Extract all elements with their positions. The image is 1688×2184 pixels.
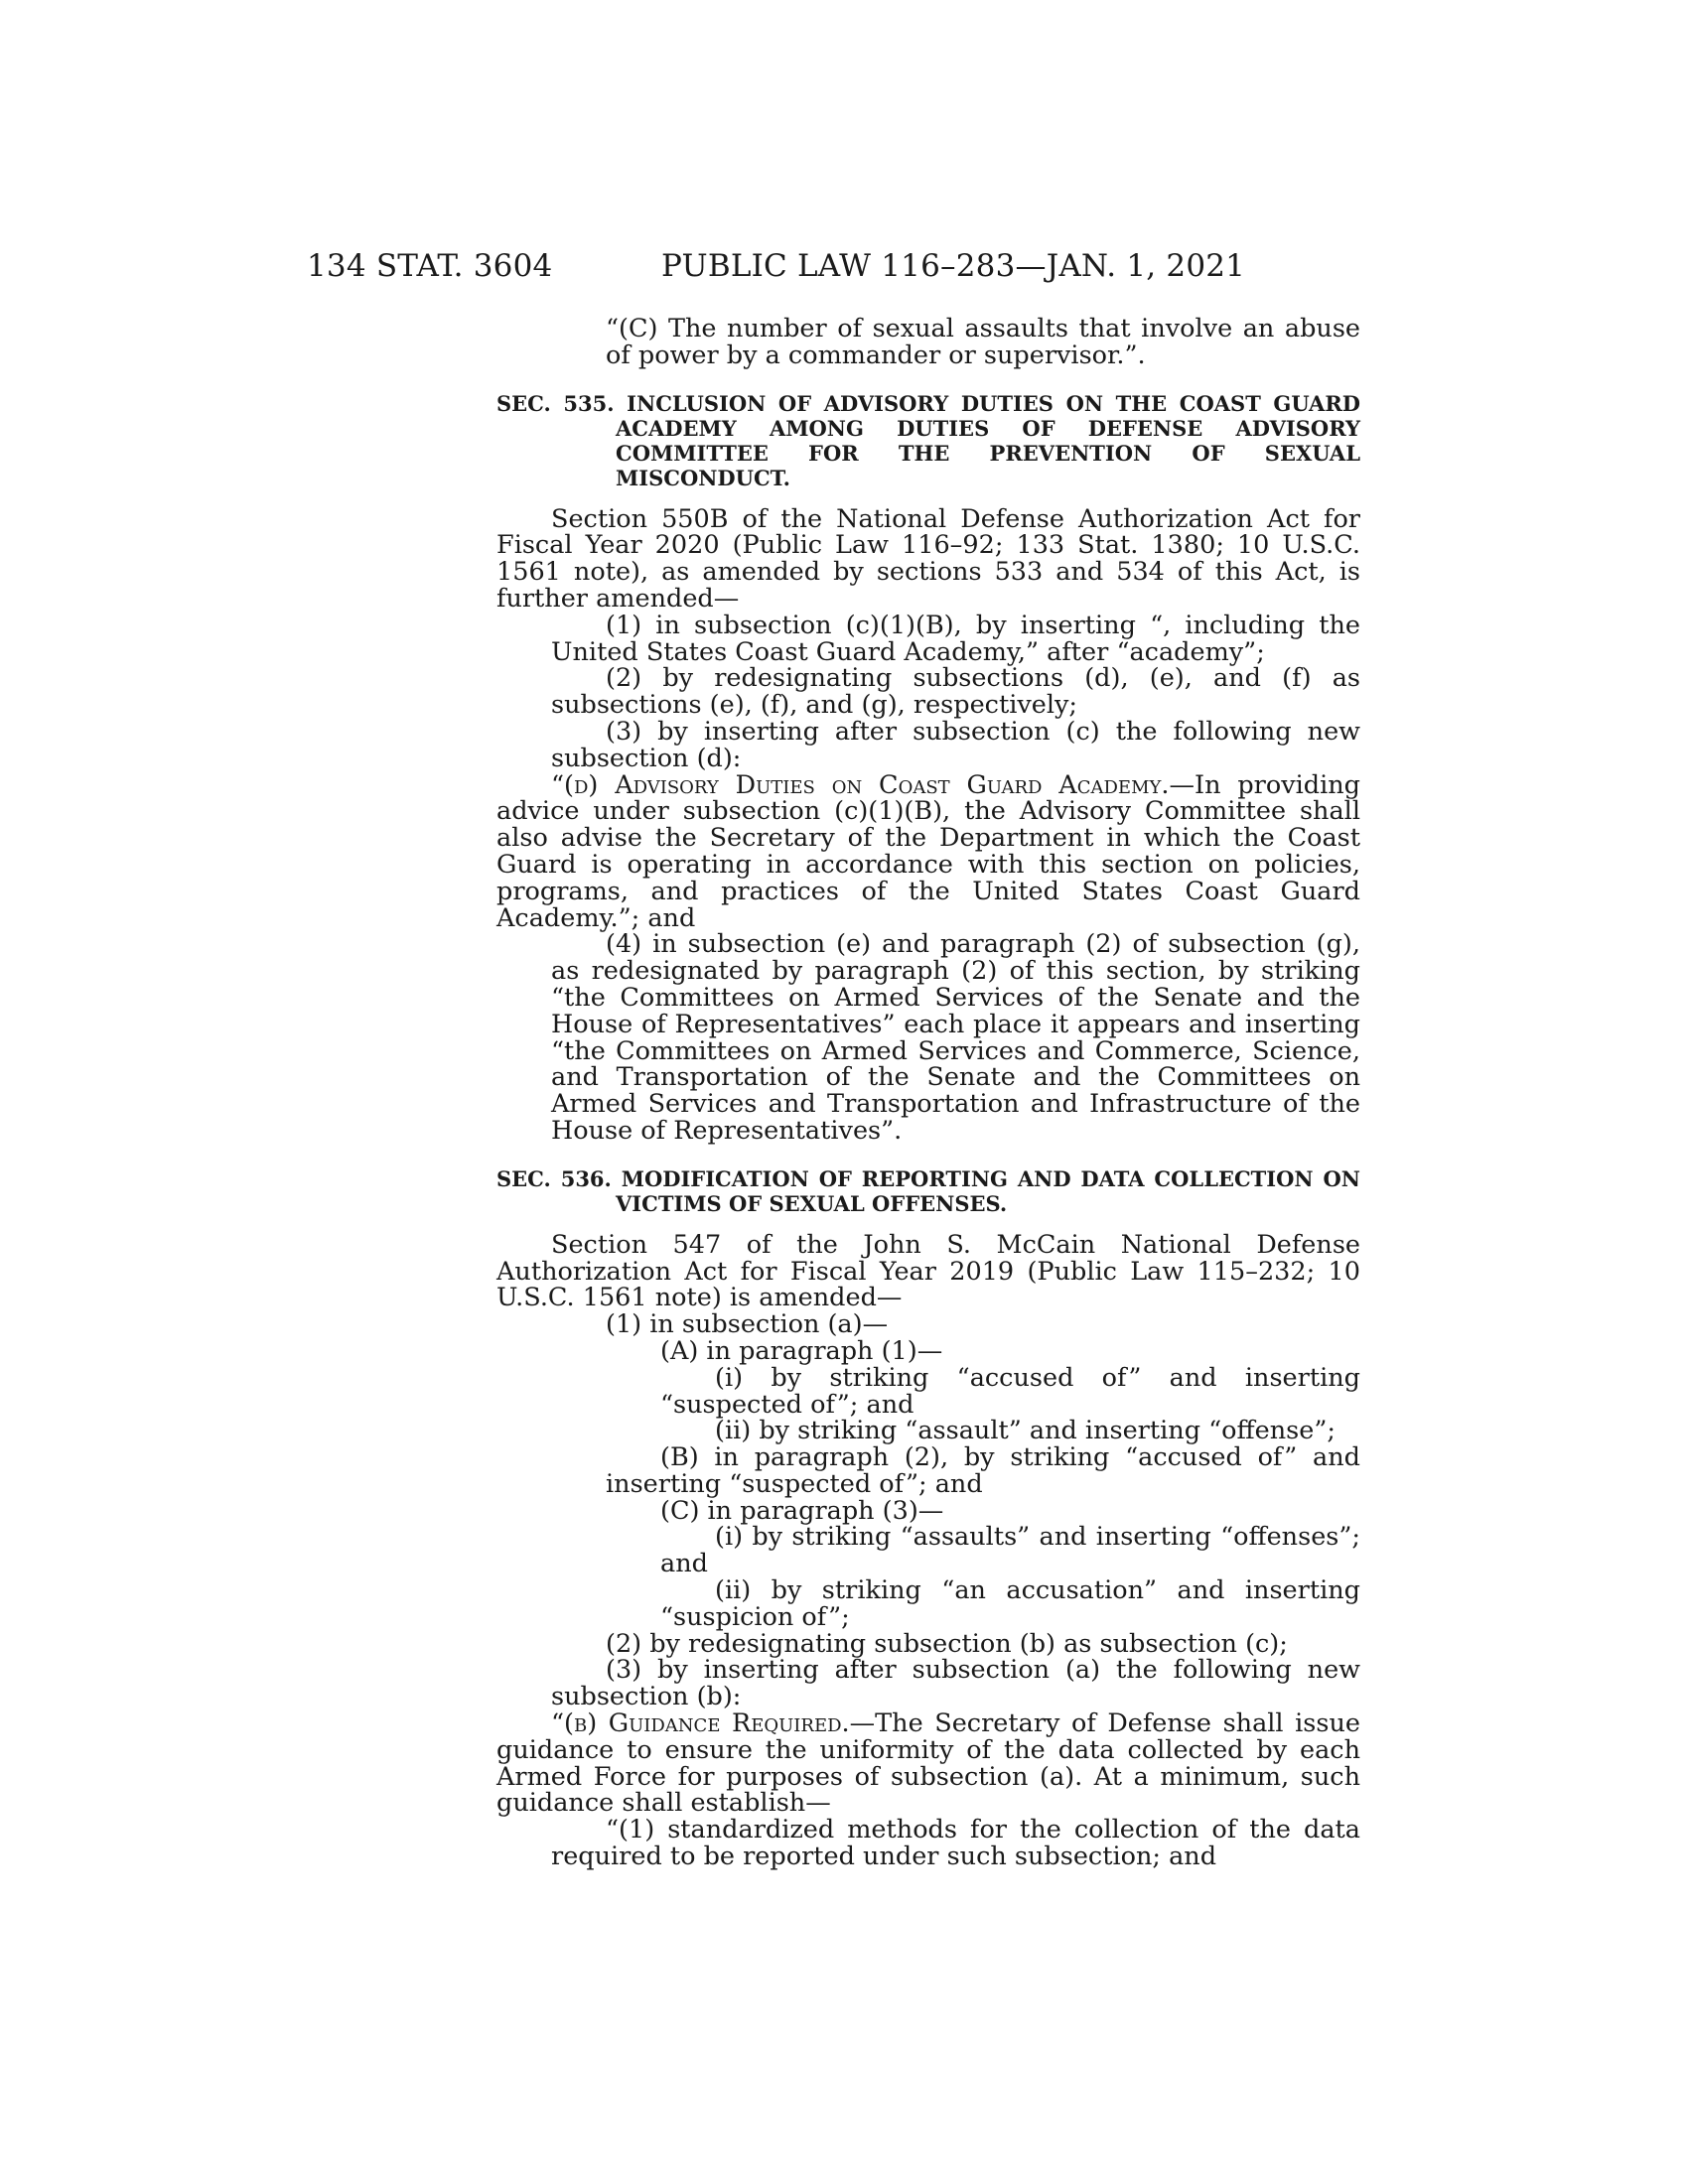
document-body: [496, 316, 1360, 1870]
subsection-b-body: —The Secretary of Defense shall issue guidance to ensure the uniformity of the data collected by each Armed Force for purposes of subsection (a). At a minimum, such guidance shall establish—: [496, 1708, 1360, 1819]
section-536-intro: Section 547 of the John S. McCain National Defense Authorization Act for Fiscal Year 2019 (Public Law 115–232; 10 U.S.C. 1561 note) is amended—: [496, 1229, 1360, 1313]
clause-a-ii: (ii) by striking “assault” and inserting “offense”;: [715, 1416, 1336, 1446]
section-535-intro: Section 550B of the National Defense Authorization Act for Fiscal Year 2020 (Public Law 116–92; 133 Stat. 1380; 10 U.S.C. 1561 note), as amended by sections 533 and 534 of this Act, is further amended—: [496, 503, 1360, 614]
clause-a-paragraph-1: (A) in paragraph (1)—: [660, 1335, 943, 1366]
paragraph-c-continuation: [496, 316, 1360, 369]
amendment-4: (4) in subsection (e) and paragraph (2) of subsection (g), as redesignated by paragraph (2) of this section, by striking “the Committees on Armed Services of the Senate and the House of Representatives” each place it appears and inserting “the Committees on Armed Services and Commerce, Science, and Transportation of the Senate and the Committees on Armed Services and Transportation and Infrastructure of the House of Representatives”.: [551, 929, 1360, 1146]
subsection-d-body: —In providing advice under subsection (c)(1)(B), the Advisory Committee shall also advise the Secretary of the Department in which the Coast Guard is operating in accordance with this section on policies, programs, and practices of the United States Coast Guard Academy.”; and: [496, 769, 1360, 933]
subsection-d-heading: “(d) Advisory Duties on Coast Guard Academy.: [551, 769, 1170, 800]
clause-c-i: (i) by striking “assaults” and inserting “offenses”; and: [660, 1522, 1360, 1579]
section-536-heading: SEC. 536. MODIFICATION OF REPORTING AND DATA COLLECTION ON VICTIMS OF SEXUAL OFFENSES.: [496, 1165, 1360, 1216]
clause-c-ii: (ii) by striking “an accusation” and inserting “suspicion of”;: [660, 1575, 1360, 1632]
subsection-d-text: [496, 769, 1360, 933]
amendment-1-subsection-a: (1) in subsection (a)—: [606, 1309, 889, 1340]
amendment-3: (3) by inserting after subsection (c) the following new subsection (d):: [551, 716, 1360, 773]
guidance-item-1: “(1) standardized methods for the collection of the data required to be reported under such subsection; and: [551, 1815, 1360, 1872]
public-law-header: PUBLIC LAW 116–283—JAN. 1, 2021: [661, 248, 1246, 284]
subsection-b-heading: “(b) Guidance Required.: [551, 1708, 850, 1739]
clause-b-paragraph-2: (B) in paragraph (2), by striking “accused of” and inserting “suspected of”; and: [606, 1442, 1360, 1499]
statute-page-number: 134 STAT. 3604: [307, 248, 553, 284]
amendment-3-insert: (3) by inserting after subsection (a) the following new subsection (b):: [551, 1655, 1360, 1712]
amendment-2-redesignate: (2) by redesignating subsection (b) as subsection (c);: [606, 1628, 1288, 1659]
amendment-2: (2) by redesignating subsections (d), (e), and (f) as subsections (e), (f), and (g), respectively;: [551, 663, 1360, 721]
paragraph-text: “(C) The number of sexual assaults that involve an abuse of power by a commander or supervisor.”.: [606, 314, 1360, 370]
clause-c-paragraph-3: (C) in paragraph (3)—: [660, 1495, 944, 1526]
clause-a-i: (i) by striking “accused of” and inserting “suspected of”; and: [660, 1362, 1360, 1420]
amendment-1: (1) in subsection (c)(1)(B), by inserting “, including the United States Coast Guard Academy,” after “academy”;: [551, 610, 1360, 667]
section-535-heading: SEC. 535. INCLUSION OF ADVISORY DUTIES ON THE COAST GUARD ACADEMY AMONG DUTIES OF DEFENSE ADVISORY COMMITTEE FOR THE PREVENTION OF SEXUAL MISCONDUCT.: [496, 390, 1360, 490]
subsection-b-text: [496, 1710, 1360, 1817]
